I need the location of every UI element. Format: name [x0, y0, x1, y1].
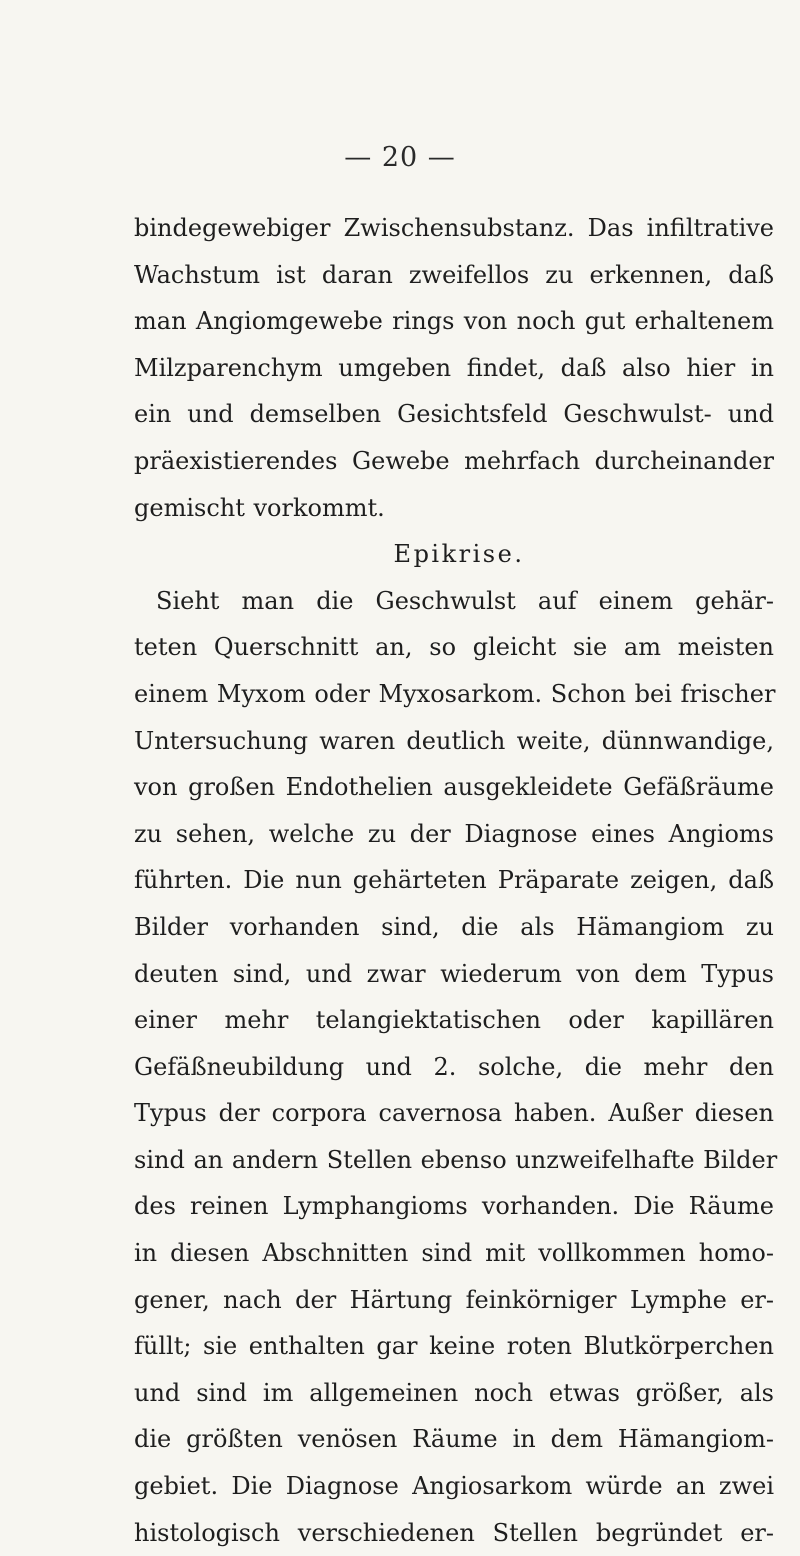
text-line: Wachstum ist daran zweifellos zu erkennen, daß — [134, 260, 774, 289]
text-line: gemischt vorkommt. — [134, 493, 385, 522]
text-line: die größten venösen Räume in dem Hämangiom- — [134, 1425, 774, 1454]
text-line: einer mehr telangiektatischen oder kapillären — [134, 1006, 774, 1035]
text-line: in diesen Abschnitten sind mit vollkommen homo- — [134, 1239, 774, 1268]
text-line: Untersuchung waren deutlich weite, dünnwandige, — [134, 726, 774, 755]
text-line: Milzparenchym umgeben findet, daß also hier in — [134, 353, 774, 382]
text-line: Gefäßneubildung und 2. solche, die mehr den — [134, 1052, 774, 1081]
text-line: man Angiomgewebe rings von noch gut erhaltenem — [134, 307, 774, 336]
page-number: — 20 — — [344, 142, 456, 173]
text-line: und sind im allgemeinen noch etwas größer, als — [134, 1378, 774, 1407]
text-line: einem Myxom oder Myxosarkom. Schon bei frischer — [134, 679, 776, 708]
text-line: Typus der corpora cavernosa haben. Außer diesen — [134, 1099, 774, 1128]
text-line: deuten sind, und zwar wiederum von dem Typus — [134, 959, 774, 988]
text-line: füllt; sie enthalten gar keine roten Blutkörperchen — [134, 1332, 774, 1361]
text-line: sind an andern Stellen ebenso unzweifelhafte Bilder — [134, 1145, 778, 1174]
text-line: von großen Endothelien ausgekleidete Gefäßräume — [134, 773, 774, 802]
text-line: Bilder vorhanden sind, die als Hämangiom zu — [134, 912, 774, 941]
text-line: bindegewebiger Zwischensubstanz. Das infiltrative — [134, 214, 774, 242]
text-line: Sieht man die Geschwulst auf einem gehär- — [156, 586, 774, 615]
text-line: des reinen Lymphangioms vorhanden. Die Räume — [134, 1192, 774, 1221]
body-text — [134, 205, 778, 1556]
section-heading: Epikrise. — [393, 540, 525, 569]
text-line: präexistierendes Gewebe mehrfach durcheinander — [134, 446, 774, 475]
text-line: ein und demselben Gesichtsfeld Geschwulst- und — [134, 400, 774, 429]
text-line: histologisch verschiedenen Stellen begründet er- — [134, 1518, 774, 1547]
text-line: führten. Die nun gehärteten Präparate zeigen, daß — [134, 866, 774, 895]
text-line: gener, nach der Härtung feinkörniger Lymphe er- — [134, 1285, 774, 1314]
text-line: gebiet. Die Diagnose Angiosarkom würde an zwei — [134, 1472, 774, 1501]
text-line: zu sehen, welche zu der Diagnose eines Angioms — [134, 819, 774, 848]
text-line: teten Querschnitt an, so gleicht sie am meisten — [134, 633, 774, 662]
